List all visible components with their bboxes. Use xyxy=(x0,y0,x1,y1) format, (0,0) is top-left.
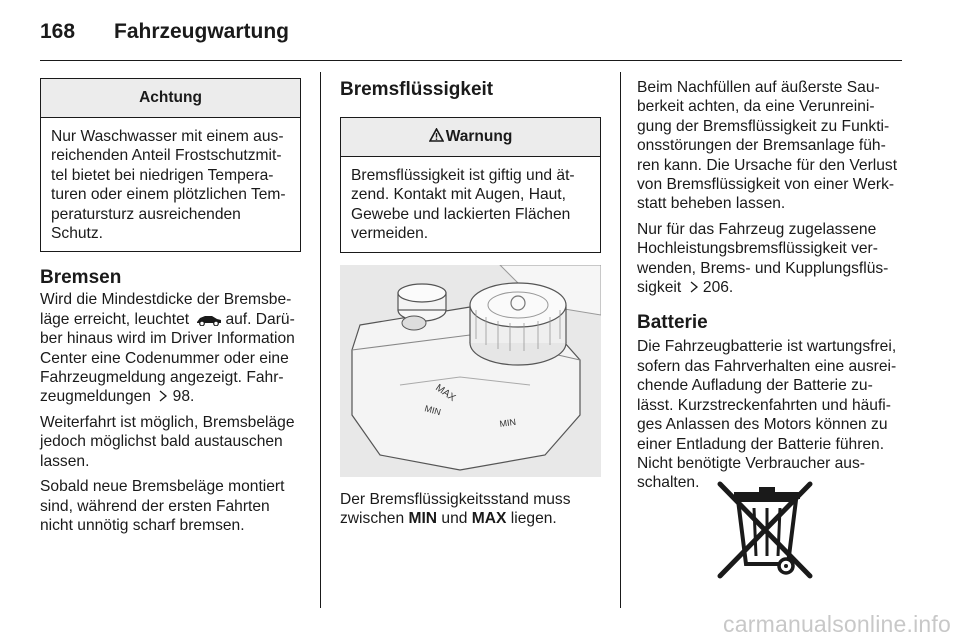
text-line: von Bremsflüssigkeit von einer Werk- xyxy=(637,176,895,194)
warning-box xyxy=(340,117,601,253)
caution-title: Achtung xyxy=(41,79,300,118)
text-span: sigkeit xyxy=(637,279,682,297)
warning-triangle-icon xyxy=(429,128,444,142)
text-line: chende Aufladung der Batterie zu- xyxy=(637,377,873,395)
text-line: Fahrzeugmeldung angezeigt. Fahr- xyxy=(40,369,284,387)
text-span: zeugmeldungen xyxy=(40,388,151,406)
paragraph xyxy=(637,78,907,214)
warning-line: vermeiden. xyxy=(351,225,429,243)
chapter-title: Fahrzeugwartung xyxy=(114,20,290,43)
text-span: auf. Darü- xyxy=(225,310,295,328)
header-rule xyxy=(40,60,902,61)
text-line: Wird die Mindestdicke der Bremsbe- xyxy=(40,291,292,309)
page-number: 168 xyxy=(40,20,76,43)
text-line: Nicht benötigte Verbraucher aus- xyxy=(637,454,865,472)
text-span: liegen. xyxy=(510,510,557,528)
warning-line: zend. Kontakt mit Augen, Haut, xyxy=(351,186,566,204)
text-line: lässt. Kurzstreckenfahrten und häufi- xyxy=(637,396,891,414)
caution-line: turen oder einem plötzlichen Tem- xyxy=(51,186,286,204)
batterie-text xyxy=(637,337,907,492)
column-divider-left xyxy=(320,72,321,608)
xref-page[interactable]: 206. xyxy=(702,279,734,297)
text-line: Center eine Codenummer oder eine xyxy=(40,349,289,367)
text-line: lassen. xyxy=(40,452,90,470)
text-span: und xyxy=(441,510,468,528)
caution-box xyxy=(40,78,301,252)
text-line: jedoch möglichst bald austauschen xyxy=(40,433,283,451)
column-3-text xyxy=(637,78,907,297)
caution-line: reichenden Anteil Frostschutzmit- xyxy=(51,147,282,165)
xref-arrow-icon xyxy=(158,390,168,402)
text-line: schalten. xyxy=(637,474,700,492)
car-brake-icon xyxy=(196,313,222,326)
text-line: Sobald neue Bremsbeläge montiert xyxy=(40,478,285,496)
column-divider-right xyxy=(620,72,621,608)
text-line: gung der Bremsflüssigkeit zu Funkti- xyxy=(637,117,890,135)
warning-line: Bremsflüssigkeit ist giftig und ät- xyxy=(351,167,575,184)
warning-text xyxy=(341,157,600,252)
caution-line: tel bietet bei niedrigen Tempera- xyxy=(51,166,274,184)
brake-fluid-reservoir-illustration xyxy=(340,265,601,477)
text-line xyxy=(40,310,301,329)
section-title-bremsfluessigkeit: Bremsflüssigkeit xyxy=(340,79,494,100)
caption-line xyxy=(340,509,601,528)
column-2 xyxy=(340,78,601,528)
min-mark-label: MIN xyxy=(498,416,517,429)
text-line: sofern das Fahrverhalten eine ausrei- xyxy=(637,357,897,375)
text-line: statt beheben lassen. xyxy=(637,195,786,213)
warning-line: Gewebe und lackierten Flächen xyxy=(351,205,571,223)
max-mark-label: MAX xyxy=(433,382,458,404)
paragraph xyxy=(40,477,301,535)
watermark: carmanualsonline.info xyxy=(723,611,951,637)
paragraph xyxy=(637,220,907,298)
warning-header xyxy=(341,118,600,157)
caption-line: Der Bremsflüssigkeitsstand muss xyxy=(340,490,571,508)
reservoir-drawing xyxy=(340,265,601,477)
text-line: wenden, Brems- und Kupplungsflüs- xyxy=(637,259,889,277)
text-line: ren kann. Die Ursache für den Verlust xyxy=(637,156,898,174)
text-line: ber hinaus wird im Driver Information xyxy=(40,330,295,348)
min-label: MIN xyxy=(408,510,438,528)
warning-title: Warnung xyxy=(445,128,513,145)
text-line: nicht unnötig scharf bremsen. xyxy=(40,516,245,534)
xref-arrow-icon xyxy=(689,281,699,293)
text-line: berkeit achten, da eine Verunreini- xyxy=(637,98,875,116)
text-line: sind, während der ersten Fahrten xyxy=(40,497,270,515)
bremsen-text xyxy=(40,290,301,535)
text-line xyxy=(40,387,301,406)
section-title-batterie: Batterie xyxy=(637,312,708,334)
text-line: Hochleistungsbremsflüssigkeit ver- xyxy=(637,240,878,258)
text-line: onsstörungen der Bremsanlage füh- xyxy=(637,137,886,155)
crossed-bin-icon xyxy=(712,478,822,582)
caution-line: peratursturz ausreichenden xyxy=(51,205,241,223)
xref-page[interactable]: 98. xyxy=(172,388,195,406)
column-1 xyxy=(40,78,301,541)
section-title-bremsen: Bremsen xyxy=(40,267,122,289)
paragraph xyxy=(40,290,301,406)
min-mark-label: MIN xyxy=(423,402,443,417)
caution-text xyxy=(41,118,300,251)
text-line: einer Entladung der Batterie führen. xyxy=(637,435,885,453)
text-line: Beim Nachfüllen auf äußerste Sau- xyxy=(637,79,880,96)
caption xyxy=(340,490,601,529)
max-label: MAX xyxy=(471,510,507,528)
text-span: läge erreicht, leuchtet xyxy=(40,310,190,328)
text-line: ges Anlassen des Motors können zu xyxy=(637,416,888,434)
text-line: Die Fahrzeugbatterie ist wartungsfrei, xyxy=(637,338,897,356)
text-line: Nur für das Fahrzeug zugelassene xyxy=(637,220,877,238)
text-line xyxy=(637,278,907,297)
caution-line: Nur Waschwasser mit einem aus- xyxy=(51,128,284,145)
column-3 xyxy=(637,78,907,493)
caution-line: Schutz. xyxy=(51,225,104,243)
paragraph xyxy=(40,413,301,471)
text-line: Weiterfahrt ist möglich, Bremsbeläge xyxy=(40,413,295,431)
text-span: zwischen xyxy=(340,510,405,528)
